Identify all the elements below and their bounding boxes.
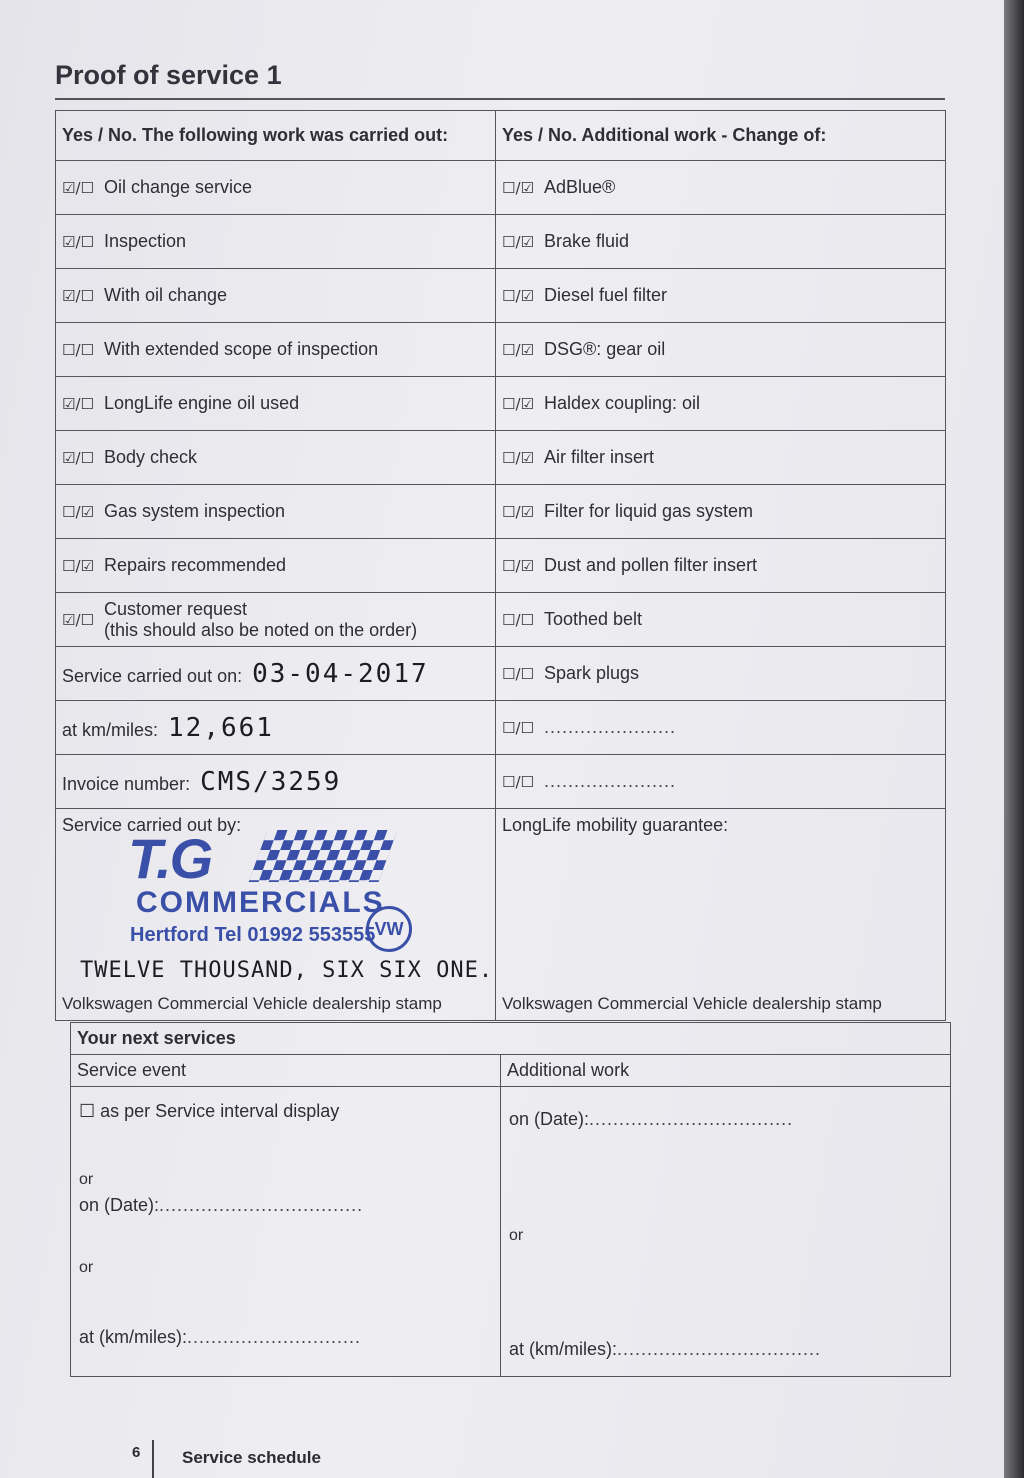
additional-item-blank-1: [496, 701, 946, 755]
work-item-label: With oil change: [103, 285, 228, 305]
work-item-label: Repairs recommended: [103, 555, 287, 575]
additional-item-label: Spark plugs: [543, 663, 640, 683]
stamp-name: T.G: [128, 827, 212, 890]
next-date-left-label: on (Date):: [79, 1195, 160, 1215]
checkbox-pair[interactable]: ☑/☐: [62, 233, 94, 251]
next-km-right-label: at (km/miles):: [509, 1339, 617, 1359]
work-item-customer-request: [56, 593, 496, 647]
service-event-cell: [71, 1087, 501, 1377]
mobility-label: LongLife mobility guarantee:: [502, 815, 729, 835]
invoice-value[interactable]: CMS/3259: [200, 766, 342, 797]
work-item-label: Customer request: [103, 598, 248, 619]
left-stamp-label: Volkswagen Commercial Vehicle dealership stamp: [62, 994, 442, 1013]
work-item-body-check: [56, 431, 496, 485]
additional-item-adblue: [496, 161, 946, 215]
checkbox-pair[interactable]: ☐/☑: [502, 449, 534, 467]
or-label: or: [79, 1259, 94, 1276]
additional-item-diesel-filter: [496, 269, 946, 323]
checkbox-pair[interactable]: ☑/☐: [62, 395, 94, 413]
checkbox-pair[interactable]: ☐/☑: [502, 557, 534, 575]
checkered-flag-icon: [249, 830, 398, 882]
work-item-inspection: [56, 215, 496, 269]
next-km-left-field[interactable]: .............................: [187, 1327, 362, 1347]
work-item-label: LongLife engine oil used: [103, 393, 300, 413]
page-title: Proof of service 1: [55, 60, 282, 90]
work-item-with-oil-change: [56, 269, 496, 323]
right-stamp-label: Volkswagen Commercial Vehicle dealership stamp: [502, 994, 882, 1013]
stamp-line2: COMMERCIALS: [136, 886, 385, 919]
left-column-header: Yes / No. The following work was carried out:: [56, 111, 496, 161]
work-item-label: Gas system inspection: [103, 501, 286, 521]
work-item-label: With extended scope of inspection: [103, 339, 379, 359]
next-date-left-field[interactable]: ..................................: [159, 1195, 364, 1215]
handwritten-mileage-words: TWELVE THOUSAND, SIX SIX ONE.: [80, 958, 494, 983]
work-item-gas-system: [56, 485, 496, 539]
next-km-left-label: at (km/miles):: [79, 1327, 187, 1347]
additional-item-label: DSG®: gear oil: [543, 339, 666, 359]
checkbox-pair[interactable]: ☑/☐: [62, 449, 94, 467]
additional-item-pollen-filter: [496, 539, 946, 593]
stamp-phone: Hertford Tel 01992 553555: [130, 924, 376, 946]
mileage-label: at km/miles:: [62, 719, 159, 740]
mobility-cell: [496, 809, 946, 1021]
additional-item-label: Diesel fuel filter: [543, 285, 667, 305]
work-item-sublabel: (this should also be noted on the order): [103, 619, 418, 640]
next-date-right-row: [509, 1109, 793, 1130]
checkbox-pair[interactable]: ☐/☑: [502, 287, 534, 305]
checkbox-pair[interactable]: ☐/☐: [62, 341, 94, 359]
additional-item-haldex: [496, 377, 946, 431]
service-date-value[interactable]: 03-04-2017: [252, 658, 429, 689]
additional-item-label: Toothed belt: [543, 609, 643, 629]
or-label: or: [509, 1227, 524, 1244]
checkbox-pair[interactable]: ☐/☑: [62, 557, 94, 575]
work-item-label: Body check: [103, 447, 198, 467]
next-date-left-row: [79, 1195, 363, 1216]
checkbox-pair[interactable]: ☐/☐: [502, 611, 534, 629]
footer-section: Service schedule: [182, 1448, 321, 1467]
work-item-extended-inspection: [56, 323, 496, 377]
service-by-label: Service carried out by:: [62, 815, 242, 835]
service-date-row: [56, 647, 496, 701]
additional-work-cell: [501, 1087, 951, 1377]
additional-item-dsg-oil: [496, 323, 946, 377]
checkbox-pair[interactable]: ☑/☐: [62, 179, 94, 197]
additional-item-label: Filter for liquid gas system: [543, 501, 754, 521]
next-km-right-row: [509, 1339, 821, 1360]
work-item-longlife-oil: [56, 377, 496, 431]
dealer-stamp: [128, 826, 418, 956]
additional-item-blank-2: [496, 755, 946, 809]
additional-item-toothed-belt: [496, 593, 946, 647]
checkbox-pair[interactable]: ☑/☐: [62, 287, 94, 305]
work-item-label: Inspection: [103, 231, 187, 251]
or-label: or: [79, 1171, 94, 1188]
additional-item-label: Dust and pollen filter insert: [543, 555, 758, 575]
checkbox-pair[interactable]: ☐/☐: [502, 719, 534, 737]
work-item-label: Oil change service: [103, 177, 253, 197]
checkbox-pair[interactable]: ☐/☐: [502, 773, 534, 791]
next-services-title: Your next services: [71, 1023, 951, 1055]
next-date-right-label: on (Date):: [509, 1109, 590, 1129]
checkbox-pair[interactable]: ☐/☐: [502, 665, 534, 683]
blank-line[interactable]: ......................: [543, 771, 676, 791]
page-number: 6: [132, 1444, 141, 1461]
additional-item-label: Air filter insert: [543, 447, 654, 467]
blank-line[interactable]: ......................: [543, 717, 676, 737]
service-date-label: Service carried out on:: [62, 665, 243, 686]
mileage-value[interactable]: 12,661: [168, 712, 274, 743]
next-date-right-field[interactable]: ..................................: [589, 1109, 794, 1129]
next-services-table: [70, 1022, 951, 1377]
additional-item-label: Haldex coupling: oil: [543, 393, 701, 413]
checkbox-pair[interactable]: ☐/☑: [502, 503, 534, 521]
right-column-header: Yes / No. Additional work - Change of:: [496, 111, 946, 161]
additional-item-lpg-filter: [496, 485, 946, 539]
work-item-oil-change: [56, 161, 496, 215]
additional-item-label: AdBlue®: [543, 177, 616, 197]
additional-item-air-filter: [496, 431, 946, 485]
invoice-label: Invoice number:: [62, 773, 191, 794]
checkbox-pair[interactable]: ☑/☐: [62, 610, 94, 629]
additional-work-header: Additional work: [501, 1055, 951, 1087]
invoice-row: [56, 755, 496, 809]
checkbox-pair[interactable]: ☐/☑: [62, 503, 94, 521]
service-event-header: Service event: [71, 1055, 501, 1087]
additional-item-label: Brake fluid: [543, 231, 629, 251]
vw-logo-icon: VW: [366, 906, 412, 952]
footer-divider: [152, 1440, 154, 1478]
work-item-repairs: [56, 539, 496, 593]
checkbox-pair[interactable]: ☐/☑: [502, 179, 534, 197]
next-km-right-field[interactable]: ..................................: [617, 1339, 822, 1359]
checkbox-pair[interactable]: ☐/☑: [502, 233, 534, 251]
page-edge-shadow: [1004, 0, 1024, 1478]
additional-item-spark-plugs: [496, 647, 946, 701]
title-rule: [55, 98, 945, 100]
next-km-left-row: [79, 1327, 361, 1348]
additional-item-brake-fluid: [496, 215, 946, 269]
checkbox-pair[interactable]: ☐/☑: [502, 395, 534, 413]
mileage-row: [56, 701, 496, 755]
interval-display-option[interactable]: ☐ as per Service interval display: [79, 1101, 340, 1121]
checkbox-pair[interactable]: ☐/☑: [502, 341, 534, 359]
